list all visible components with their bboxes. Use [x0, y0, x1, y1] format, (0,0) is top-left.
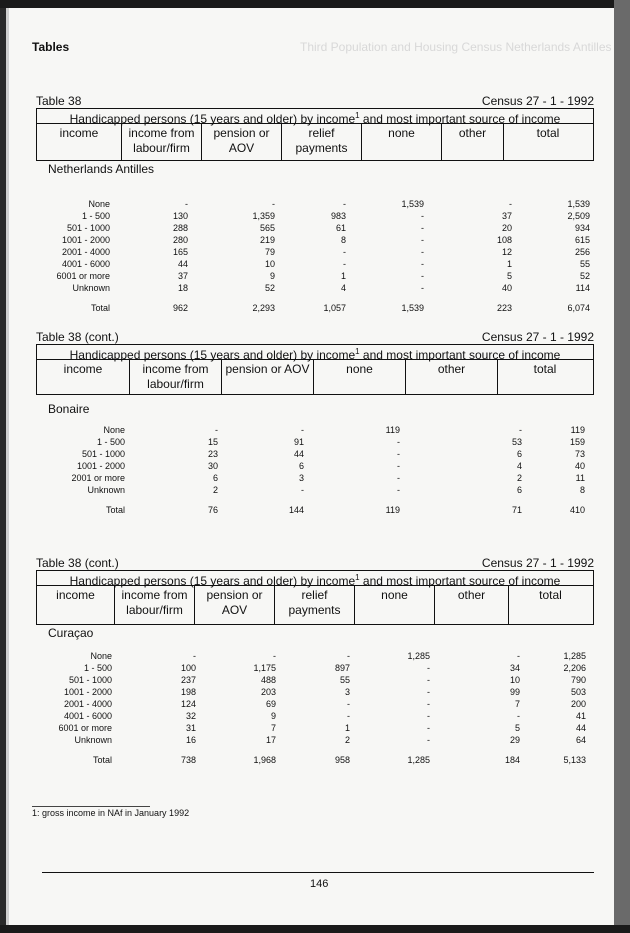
cell-labour: 16 — [185, 735, 196, 745]
cell-income: 6001 or more — [58, 723, 112, 733]
table-body — [0, 424, 630, 516]
cell-total: 410 — [569, 505, 585, 515]
cell-other: 1 — [506, 259, 512, 269]
col-header-none: none — [355, 586, 435, 624]
page-footer-rule — [42, 872, 594, 873]
page-number: 146 — [310, 878, 329, 890]
cell-none: - — [421, 283, 424, 293]
cell-none: - — [421, 211, 424, 221]
cell-other: 12 — [501, 247, 512, 257]
cell-other: - — [519, 425, 522, 435]
table-row — [0, 424, 630, 436]
cell-other: 71 — [511, 505, 522, 515]
cell-relief: 55 — [339, 675, 350, 685]
cell-none: - — [421, 259, 424, 269]
cell-none: - — [427, 735, 430, 745]
cell-total: 8 — [579, 485, 585, 495]
cell-none: - — [427, 699, 430, 709]
table-row — [0, 198, 630, 210]
cell-total: 114 — [575, 283, 590, 293]
cell-none: - — [397, 485, 400, 495]
cell-total: 119 — [570, 425, 585, 435]
cell-total: 503 — [570, 687, 586, 697]
cell-pension: - — [273, 651, 276, 661]
census-date: Census 27 - 1 - 1992 — [481, 556, 594, 570]
footnote: 1: gross income in NAf in January 1992 — [32, 808, 190, 818]
running-head: Tables — [32, 40, 70, 54]
cell-none: - — [397, 461, 400, 471]
cell-pension: 1,359 — [252, 211, 275, 221]
table-row — [0, 270, 630, 282]
cell-income: 2001 - 4000 — [63, 699, 112, 709]
cell-other: 34 — [509, 663, 520, 673]
table-total-row — [0, 504, 630, 516]
cell-pension: 17 — [265, 735, 276, 745]
table-row — [0, 650, 630, 662]
region-label: Bonaire — [48, 402, 90, 416]
cell-other: 2 — [516, 473, 522, 483]
table-row — [0, 484, 630, 496]
cell-other: 10 — [509, 675, 520, 685]
cell-pension: 1,175 — [253, 663, 276, 673]
cell-total: 44 — [575, 723, 586, 733]
table-row — [0, 210, 630, 222]
cell-none: - — [421, 235, 424, 245]
cell-pension: 6 — [298, 461, 304, 471]
table-label: Table 38 (cont.) — [36, 556, 119, 570]
table-row — [0, 448, 630, 460]
cell-labour: - — [215, 425, 218, 435]
cell-labour: 6 — [212, 473, 218, 483]
census-date: Census 27 - 1 - 1992 — [481, 94, 594, 108]
cell-other: 29 — [509, 735, 520, 745]
col-header-relief: relief payments — [282, 124, 362, 160]
cell-total: 52 — [579, 271, 590, 281]
cell-other: 6 — [516, 449, 522, 459]
cell-income: 1001 - 2000 — [61, 235, 110, 245]
cell-none: - — [421, 223, 424, 233]
cell-relief: 8 — [340, 235, 346, 245]
cell-income: 2001 or more — [71, 473, 125, 483]
table-row — [0, 698, 630, 710]
cell-none: - — [427, 663, 430, 673]
table-row — [0, 710, 630, 722]
table-row — [0, 222, 630, 234]
cell-total: 40 — [574, 461, 585, 471]
table-title: Handicapped persons (15 years and older) by income$^1$ and most important source of income — [37, 345, 593, 360]
cell-other: 223 — [496, 303, 512, 313]
cell-other: 108 — [496, 235, 512, 245]
table-row — [0, 436, 630, 448]
cell-none: - — [397, 437, 400, 447]
cell-none: 1,539 — [401, 303, 424, 313]
col-header-pension: pension or AOV — [195, 586, 275, 624]
cell-income: Total — [92, 755, 112, 765]
col-header-none: none — [314, 360, 406, 394]
cell-none: - — [397, 473, 400, 483]
table-row — [0, 234, 630, 246]
col-header-pension: pension or AOV — [202, 124, 282, 160]
cell-pension: 144 — [288, 505, 304, 515]
col-header-labour: income from labour/firm — [130, 360, 222, 394]
col-header-total: total — [539, 588, 562, 602]
cell-labour: 962 — [172, 303, 188, 313]
col-header-total: total — [536, 126, 560, 140]
cell-none: 1,285 — [407, 755, 430, 765]
cell-pension: 69 — [265, 699, 276, 709]
table-label: Table 38 (cont.) — [36, 330, 119, 344]
cell-pension: 219 — [259, 235, 275, 245]
table-title: Handicapped persons (15 years and older) by income$^1$ and most important source of income — [37, 109, 593, 124]
cell-other: 40 — [501, 283, 512, 293]
cell-none: - — [421, 247, 424, 257]
cell-other: 7 — [514, 699, 520, 709]
cell-labour: 32 — [185, 711, 196, 721]
cell-relief: 1 — [344, 723, 350, 733]
cell-relief: - — [343, 259, 346, 269]
cell-other: 53 — [511, 437, 522, 447]
cell-labour: 15 — [207, 437, 218, 447]
cell-income: 4001 - 6000 — [61, 259, 110, 269]
col-header-labour: income from labour/firm — [115, 586, 195, 624]
cell-labour: 76 — [207, 505, 218, 515]
cell-total: 5,133 — [563, 755, 586, 765]
cell-income: None — [90, 651, 112, 661]
cell-other: 5 — [514, 723, 520, 733]
col-header-income: income — [37, 124, 122, 160]
table-bonaire — [36, 330, 594, 395]
cell-none: 1,539 — [401, 199, 424, 209]
table-row — [0, 722, 630, 734]
cell-pension: 488 — [260, 675, 276, 685]
cell-income: 1001 - 2000 — [76, 461, 125, 471]
cell-none: - — [427, 723, 430, 733]
cell-income: Total — [90, 303, 110, 313]
cell-income: None — [103, 425, 125, 435]
cell-other: - — [517, 711, 520, 721]
region-label: Netherlands Antilles — [48, 162, 155, 176]
cell-none: 1,285 — [407, 651, 430, 661]
cell-pension: 2,293 — [252, 303, 275, 313]
cell-pension: 44 — [293, 449, 304, 459]
cell-total: 55 — [579, 259, 590, 269]
table-row — [0, 734, 630, 746]
cell-other: - — [517, 651, 520, 661]
table-curacao — [36, 556, 594, 625]
table-netherlands-antilles — [36, 94, 594, 161]
cell-pension: - — [272, 199, 275, 209]
cell-pension: 79 — [264, 247, 275, 257]
cell-labour: 23 — [207, 449, 218, 459]
cell-total: 73 — [574, 449, 585, 459]
cell-labour: 237 — [180, 675, 196, 685]
table-total-row — [0, 302, 630, 314]
cell-total: 200 — [570, 699, 586, 709]
table-row — [0, 662, 630, 674]
cell-income: 6001 or more — [56, 271, 110, 281]
col-header-other: other — [435, 586, 509, 624]
table-row — [0, 246, 630, 258]
table-total-row — [0, 754, 630, 766]
cell-labour: 165 — [172, 247, 188, 257]
cell-income: 501 - 1000 — [81, 449, 125, 459]
cell-labour: 31 — [185, 723, 196, 733]
cell-other: - — [509, 199, 512, 209]
cell-total: 41 — [575, 711, 586, 721]
table-title: Handicapped persons (15 years and older) by income$^1$ and most important source of income — [37, 571, 593, 586]
cell-labour: 100 — [180, 663, 196, 673]
cell-labour: 130 — [172, 211, 188, 221]
cell-total: 1,539 — [567, 199, 590, 209]
cell-income: Unknown — [74, 735, 112, 745]
scan-top-edge — [0, 0, 630, 8]
cell-income: 1 - 500 — [83, 663, 112, 673]
cell-total: 159 — [569, 437, 585, 447]
cell-total: 1,285 — [563, 651, 586, 661]
cell-income: 2001 - 4000 — [61, 247, 110, 257]
cell-total: 11 — [575, 473, 585, 483]
col-header-income: income — [37, 586, 115, 624]
col-header-other: other — [442, 124, 504, 160]
cell-pension: 9 — [269, 271, 275, 281]
cell-total: 2,509 — [567, 211, 590, 221]
cell-labour: 44 — [177, 259, 188, 269]
cell-relief: 983 — [330, 211, 346, 221]
census-date: Census 27 - 1 - 1992 — [481, 330, 594, 344]
scan-bottom-edge — [0, 925, 630, 933]
cell-none: 119 — [385, 425, 400, 435]
cell-other: 99 — [509, 687, 520, 697]
cell-pension: 10 — [264, 259, 275, 269]
cell-pension: 3 — [298, 473, 304, 483]
cell-relief: - — [347, 711, 350, 721]
cell-relief: - — [347, 651, 350, 661]
cell-pension: - — [301, 425, 304, 435]
cell-total: 2,206 — [563, 663, 586, 673]
footnote-rule — [32, 806, 150, 807]
cell-labour: - — [185, 199, 188, 209]
table-row — [0, 686, 630, 698]
cell-income: 1 - 500 — [96, 437, 125, 447]
cell-none: - — [421, 271, 424, 281]
col-header-labour: income from labour/firm — [122, 124, 202, 160]
cell-relief: 2 — [344, 735, 350, 745]
cell-total: 934 — [574, 223, 590, 233]
cell-income: Unknown — [87, 485, 125, 495]
col-header-total: total — [533, 362, 557, 376]
col-header-pension: pension or AOV — [222, 360, 314, 394]
cell-relief: - — [343, 199, 346, 209]
cell-relief: 1,057 — [323, 303, 346, 313]
cell-other: 37 — [501, 211, 512, 221]
cell-pension: - — [301, 485, 304, 495]
region-label: Curaçao — [48, 626, 94, 640]
cell-none: - — [427, 711, 430, 721]
cell-income: 501 - 1000 — [68, 675, 112, 685]
col-header-income: income — [37, 360, 130, 394]
cell-pension: 9 — [270, 711, 276, 721]
cell-other: 20 — [501, 223, 512, 233]
cell-other: 5 — [506, 271, 512, 281]
table-body — [0, 198, 630, 314]
cell-none: - — [427, 687, 430, 697]
cell-pension: 91 — [293, 437, 304, 447]
cell-income: Total — [105, 505, 125, 515]
cell-relief: 958 — [334, 755, 350, 765]
cell-pension: 1,968 — [253, 755, 276, 765]
cell-relief: 4 — [340, 283, 346, 293]
cell-total: 6,074 — [567, 303, 590, 313]
col-header-relief: relief payments — [275, 586, 355, 624]
col-header-other: other — [406, 360, 498, 394]
table-row — [0, 258, 630, 270]
cell-pension: 52 — [264, 283, 275, 293]
cell-total: 256 — [574, 247, 590, 257]
cell-labour: 738 — [180, 755, 196, 765]
cell-total: 615 — [574, 235, 590, 245]
cell-labour: 18 — [177, 283, 188, 293]
cell-other: 4 — [516, 461, 522, 471]
cell-total: 64 — [575, 735, 586, 745]
cell-relief: 1 — [340, 271, 346, 281]
cell-labour: - — [193, 651, 196, 661]
cell-other: 6 — [516, 485, 522, 495]
cell-none: 119 — [385, 505, 400, 515]
cell-income: None — [88, 199, 110, 209]
cell-labour: 37 — [177, 271, 188, 281]
cell-labour: 30 — [207, 461, 218, 471]
cell-relief: 61 — [335, 223, 346, 233]
cell-labour: 288 — [172, 223, 188, 233]
cell-pension: 565 — [259, 223, 275, 233]
table-row — [0, 460, 630, 472]
cell-total: 790 — [570, 675, 586, 685]
table-label: Table 38 — [36, 94, 82, 108]
cell-pension: 203 — [260, 687, 276, 697]
bleed-through-text: Third Population and Housing Census Netherlands Antilles — [300, 40, 612, 54]
cell-income: 1001 - 2000 — [63, 687, 112, 697]
cell-pension: 7 — [270, 723, 276, 733]
cell-labour: 124 — [180, 699, 196, 709]
cell-labour: 2 — [212, 485, 218, 495]
table-row — [0, 472, 630, 484]
cell-labour: 198 — [180, 687, 196, 697]
cell-relief: 3 — [344, 687, 350, 697]
cell-income: 4001 - 6000 — [63, 711, 112, 721]
cell-labour: 280 — [172, 235, 188, 245]
table-body — [0, 650, 630, 766]
cell-income: Unknown — [72, 283, 110, 293]
cell-relief: - — [343, 247, 346, 257]
cell-other: 184 — [504, 755, 520, 765]
cell-relief: 897 — [334, 663, 350, 673]
cell-none: - — [397, 449, 400, 459]
table-row — [0, 282, 630, 294]
cell-income: 501 - 1000 — [66, 223, 110, 233]
cell-income: 1 - 500 — [81, 211, 110, 221]
table-row — [0, 674, 630, 686]
col-header-none: none — [362, 124, 442, 160]
cell-none: - — [427, 675, 430, 685]
cell-relief: - — [347, 699, 350, 709]
